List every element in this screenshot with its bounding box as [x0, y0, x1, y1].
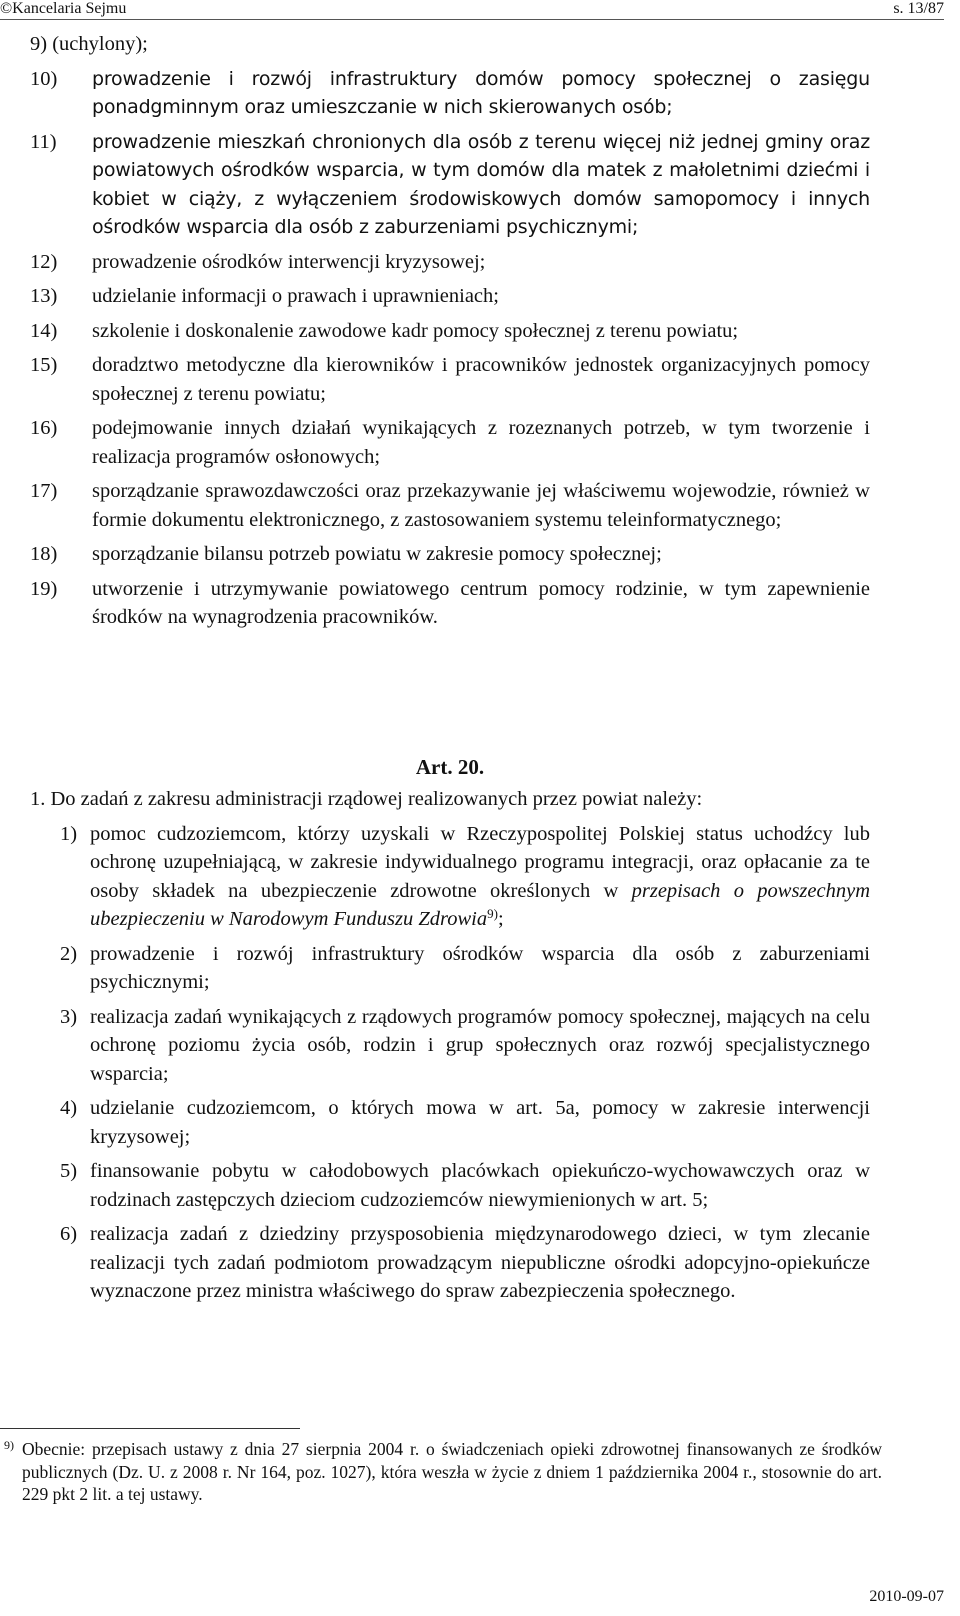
item-text: udzielanie cudzoziemcom, o których mowa w art. 5a, pomocy w zakresie interwencji kryzysowej; — [90, 1097, 870, 1148]
footnote-divider — [0, 1428, 300, 1429]
item-text: prowadzenie i rozwój infrastruktury ośrodków wsparcia dla osób z zaburzeniami psychicznymi; — [90, 942, 870, 993]
item-text: doradztwo metodyczne dla kierowników i pracowników jednostek organizacyjnych pomocy społecznej z terenu powiatu; — [92, 354, 870, 405]
item-number: 5) — [60, 1160, 78, 1182]
item-list-top — [30, 30, 870, 638]
item-number: 3) — [60, 1005, 78, 1028]
item-text: pomoc cudzoziemcom, którzy uzyskali w Rzeczypospolitej Polskiej status uchodźcy lub ochronę uzupełniającą, w zakresie indywidualnego programu integracji, oraz opłacanie za te osoby składek na ubezpieczenie zdrowotne określonych w — [90, 822, 870, 902]
copyright-label: ©Kancelaria Sejmu — [0, 0, 127, 17]
item-number: 16) — [30, 417, 58, 439]
article-body — [30, 785, 870, 1312]
list-item — [30, 128, 870, 242]
item-text: realizacja zadań wynikających z rządowych programów pomocy społecznej, mających na celu ochronę poziomu życia osób, rodzin i grup społecznych oraz rozwój specjalistycznego wsparcia; — [90, 1005, 870, 1085]
footnote-reference: 9) — [487, 906, 498, 921]
item-text: sporządzanie bilansu potrzeb powiatu w zakresie pomocy społecznej; — [92, 543, 662, 565]
list-item — [30, 317, 870, 346]
list-item — [30, 414, 870, 471]
list-item — [30, 65, 870, 122]
item-number: 12) — [30, 250, 58, 273]
item-number: 10) — [30, 67, 58, 90]
item-number: 2) — [60, 942, 78, 965]
page-header — [0, 0, 944, 20]
item-end: ; — [497, 908, 504, 930]
header-divider — [0, 19, 944, 20]
list-item — [60, 1157, 870, 1214]
list-item — [30, 575, 870, 632]
item-number: 18) — [30, 543, 58, 565]
list-item — [30, 540, 870, 569]
item-number: 19) — [30, 577, 58, 600]
footnote-text: Obecnie: przepisach ustawy z dnia 27 sierpnia 2004 r. o świadczeniach opieki zdrowotnej finansowanych ze środków publicznych (Dz. U. z 2008 r. Nr 164, poz. 1027), która weszła w życie z dniem 1 października 2004 r., stosownie do art. 229 pkt 2 lit. a tej ustawy. — [22, 1439, 882, 1504]
item-number: 17) — [30, 480, 58, 502]
document-date: 2010-09-07 — [869, 1588, 944, 1605]
item-text: sporządzanie sprawozdawczości oraz przekazywanie jej właściwemu wojewodzie, również w formie dokumentu elektronicznego, z zastosowaniem systemu teleinformatycznego; — [92, 480, 870, 531]
list-item — [60, 940, 870, 997]
item-text: udzielanie informacji o prawach i uprawnieniach; — [92, 285, 499, 307]
list-item — [30, 477, 870, 534]
item-text: podejmowanie innych działań wynikających z rozeznanych potrzeb, w tym tworzenie i realizacja programów osłonowych; — [92, 417, 870, 468]
item-number: 1) — [60, 822, 78, 845]
item-text: finansowanie pobytu w całodobowych placówkach opiekuńczo-wychowawczych oraz w rodzinach zastępczych dzieciom cudzoziemców niewymienionych w art. 5; — [90, 1160, 870, 1211]
item-number: 15) — [30, 354, 58, 376]
item-text: prowadzenie mieszkań chronionych dla osób z terenu więcej niż jednej gminy oraz powiatowych ośrodków wsparcia, w tym domów dla matek z małoletnimi dziećmi i kobiet w ciąży, z wyłączeniem środowiskowych domów samopomocy i innych ośrodków wsparcia dla osób z zaburzeniami psychicznymi; — [92, 130, 870, 238]
list-item — [30, 30, 870, 59]
article-intro: 1. Do zadań z zakresu administracji rządowej realizowanych przez powiat należy: — [30, 788, 703, 810]
list-item — [30, 351, 870, 408]
item-text: prowadzenie i rozwój infrastruktury domów pomocy społecznej o zasięgu ponadgminnym oraz umieszczanie w nich skierowanych osób; — [92, 67, 870, 118]
item-italic-reference: przepisach o powszechnym ubezpieczeniu w Narodowym Funduszu Zdrowia — [90, 879, 870, 930]
item-number: 9) — [30, 33, 48, 55]
list-item — [60, 820, 870, 934]
list-item — [60, 1220, 870, 1306]
item-text: szkolenie i doskonalenie zawodowe kadr pomocy społecznej z terenu powiatu; — [92, 319, 739, 342]
list-item — [30, 282, 870, 311]
item-text: (uchylony); — [52, 33, 148, 55]
list-item — [60, 1094, 870, 1151]
footnote-mark: 9) — [4, 1438, 14, 1452]
item-number: 4) — [60, 1097, 78, 1119]
footnote — [0, 1438, 882, 1506]
item-number: 14) — [30, 319, 58, 342]
item-text: utworzenie i utrzymywanie powiatowego centrum pomocy rodzinie, w tym zapewnienie środków na wynagrodzenia pracowników. — [92, 577, 870, 628]
article-item-list — [60, 820, 870, 1306]
list-item — [30, 248, 870, 277]
item-number: 11) — [30, 130, 57, 153]
page-number: s. 13/87 — [893, 0, 944, 17]
list-item — [60, 1003, 870, 1089]
item-number: 13) — [30, 285, 58, 307]
item-text: prowadzenie ośrodków interwencji kryzysowej; — [92, 250, 486, 273]
article-title: Art. 20. — [415, 755, 485, 779]
item-number: 6) — [60, 1223, 78, 1245]
item-text: realizacja zadań z dziedziny przysposobienia międzynarodowego dzieci, w tym zlecanie realizacji tych zadań podmiotom prowadzącym niepubliczne ośrodki adopcyjno-opiekuńcze wyznaczone przez ministra właściwego do spraw zabezpieczenia społecznego. — [90, 1223, 870, 1302]
